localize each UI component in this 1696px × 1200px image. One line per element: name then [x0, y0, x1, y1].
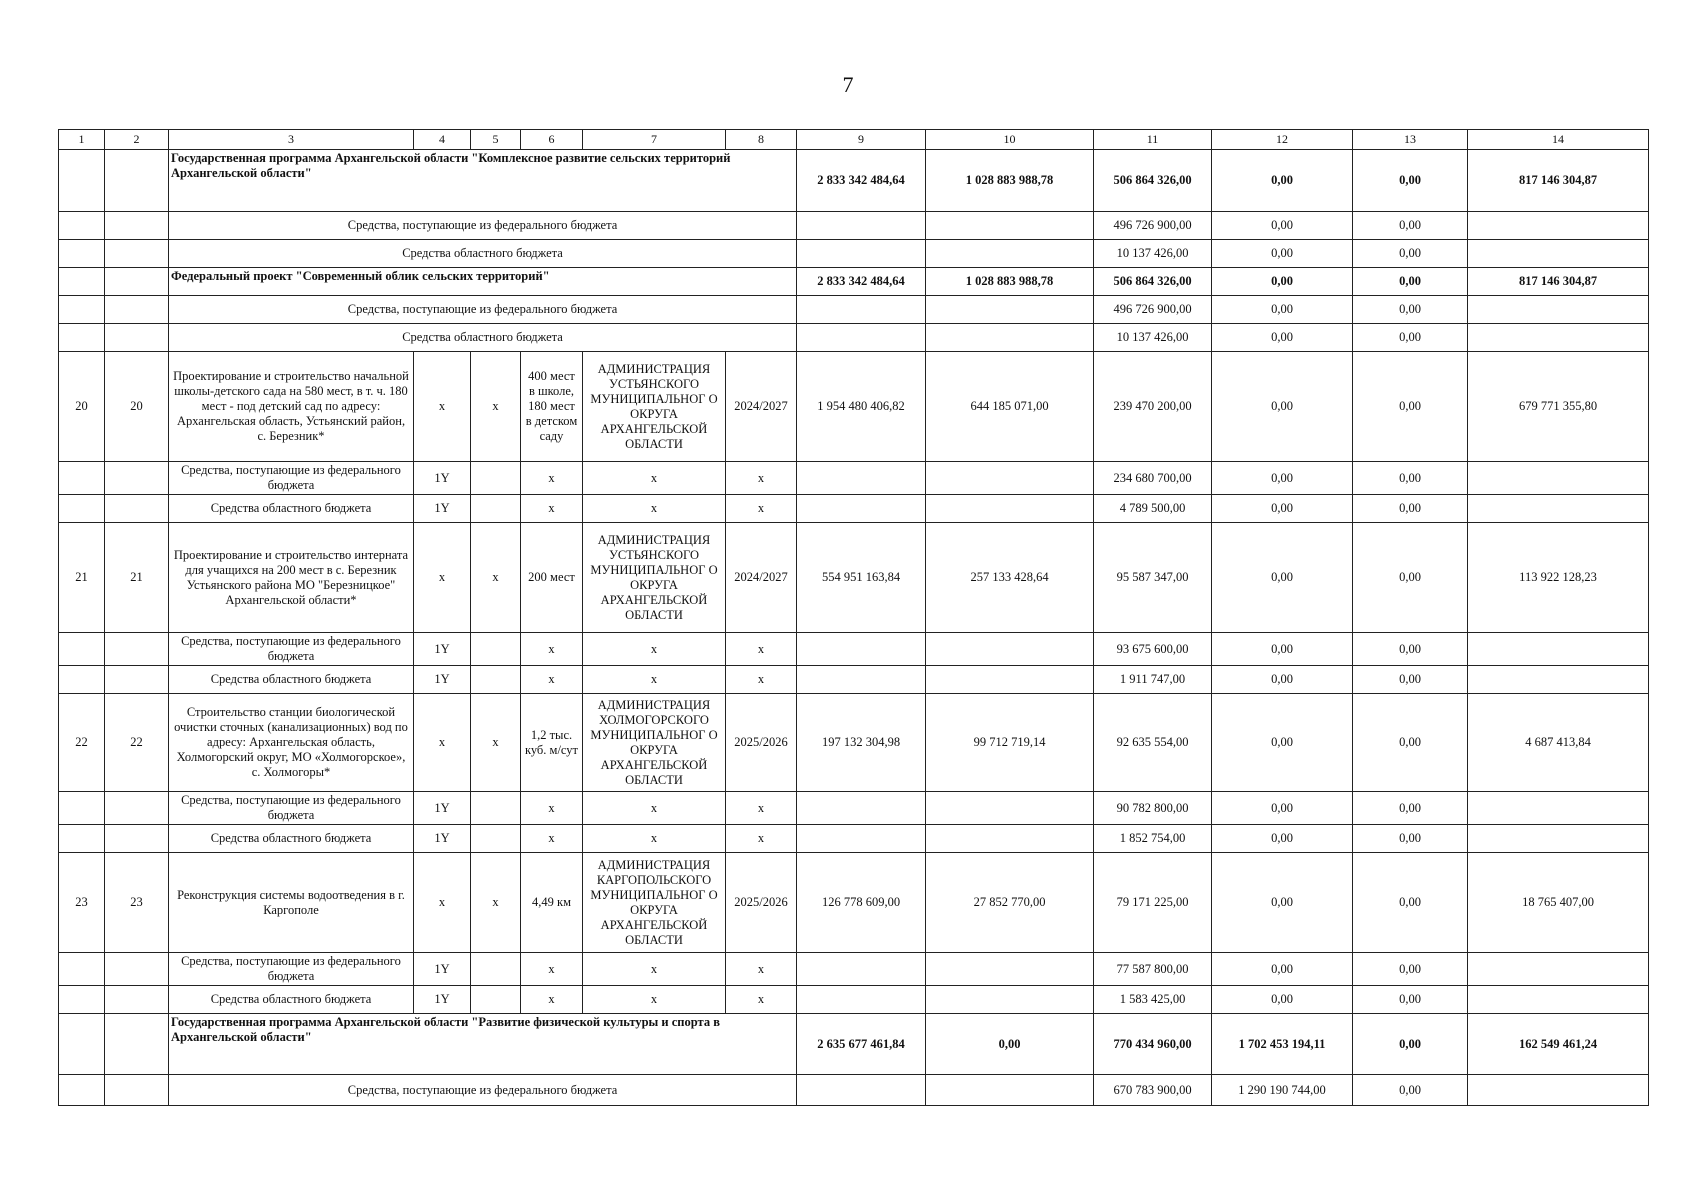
header-cell: 6	[521, 130, 583, 150]
amount-cell: 0,00	[1212, 352, 1353, 462]
program-title: Государственная программа Архангельской области "Комплексное развитие сельских территорий Архангельской области"	[169, 150, 797, 212]
funding-source-label: Средства областного бюджета	[169, 495, 414, 523]
amount-cell: 496 726 900,00	[1094, 212, 1212, 240]
header-cell: 8	[726, 130, 797, 150]
amount-cell: 0,00	[1353, 986, 1468, 1014]
funding-source-label: Средства областного бюджета	[169, 324, 797, 352]
budget-table	[58, 129, 1649, 1106]
cell-4: 1Y	[414, 462, 471, 495]
amount-cell: 0,00	[1212, 324, 1353, 352]
amount-cell: 0,00	[1353, 792, 1468, 825]
amount-cell: 99 712 719,14	[926, 694, 1094, 792]
cell-6: x	[521, 495, 583, 523]
funding-source-row	[59, 953, 1649, 986]
cell-8: x	[726, 666, 797, 694]
program-row	[59, 1014, 1649, 1075]
cell-8: x	[726, 792, 797, 825]
project-name: Проектирование и строительство начальной школы-детского сада на 580 мест, в т. ч. 180 мест - под детский сад по адресу: Архангельская область, Устьянский район, с. Березник*	[169, 352, 414, 462]
program-title: Государственная программа Архангельской области "Развитие физической культуры и спорта в Архангельской области"	[169, 1014, 797, 1075]
funding-source-row	[59, 1075, 1649, 1106]
cell-4: x	[414, 352, 471, 462]
funding-source-row	[59, 462, 1649, 495]
amount-cell: 197 132 304,98	[797, 694, 926, 792]
cell-4: 1Y	[414, 792, 471, 825]
project-number: 23	[105, 853, 169, 953]
cell-7: x	[583, 825, 726, 853]
cell-6: x	[521, 666, 583, 694]
amount-cell: 0,00	[1353, 694, 1468, 792]
amount-cell: 0,00	[1353, 1075, 1468, 1106]
header-cell: 14	[1468, 130, 1649, 150]
cell-6: x	[521, 986, 583, 1014]
funding-source-row	[59, 825, 1649, 853]
project-period: 2024/2027	[726, 352, 797, 462]
cell-4: x	[414, 694, 471, 792]
total-cell: 2 635 677 461,84	[797, 1014, 926, 1075]
amount-cell: 0,00	[1353, 523, 1468, 633]
project-capacity: 200 мест	[521, 523, 583, 633]
amount-cell: 79 171 225,00	[1094, 853, 1212, 953]
cell-4: 1Y	[414, 666, 471, 694]
total-cell: 2 833 342 484,64	[797, 268, 926, 296]
row-number: 21	[59, 523, 105, 633]
amount-cell: 95 587 347,00	[1094, 523, 1212, 633]
cell-7: x	[583, 792, 726, 825]
row-number: 20	[59, 352, 105, 462]
amount-cell: 126 778 609,00	[797, 853, 926, 953]
amount-cell: 1 911 747,00	[1094, 666, 1212, 694]
funding-source-row	[59, 495, 1649, 523]
total-cell: 0,00	[1212, 150, 1353, 212]
amount-cell: 93 675 600,00	[1094, 633, 1212, 666]
amount-cell: 0,00	[1212, 853, 1353, 953]
amount-cell: 4 687 413,84	[1468, 694, 1649, 792]
cell-7: x	[583, 495, 726, 523]
funding-source-label: Средства областного бюджета	[169, 240, 797, 268]
funding-source-label: Средства, поступающие из федерального бюджета	[169, 212, 797, 240]
header-cell: 13	[1353, 130, 1468, 150]
cell-8: x	[726, 825, 797, 853]
funding-source-label: Средства, поступающие из федерального бюджета	[169, 462, 414, 495]
project-number: 21	[105, 523, 169, 633]
total-cell: 0,00	[926, 1014, 1094, 1075]
header-cell: 9	[797, 130, 926, 150]
amount-cell: 0,00	[1212, 792, 1353, 825]
project-row	[59, 523, 1649, 633]
project-row	[59, 694, 1649, 792]
funding-source-row	[59, 296, 1649, 324]
amount-cell: 0,00	[1353, 240, 1468, 268]
cell-6: x	[521, 953, 583, 986]
cell-4: x	[414, 853, 471, 953]
amount-cell: 0,00	[1212, 296, 1353, 324]
amount-cell: 10 137 426,00	[1094, 240, 1212, 268]
project-number: 22	[105, 694, 169, 792]
cell-5: x	[471, 352, 521, 462]
total-cell: 1 028 883 988,78	[926, 150, 1094, 212]
amount-cell: 0,00	[1212, 694, 1353, 792]
amount-cell: 18 765 407,00	[1468, 853, 1649, 953]
cell-8: x	[726, 986, 797, 1014]
funding-source-row	[59, 633, 1649, 666]
amount-cell: 27 852 770,00	[926, 853, 1094, 953]
amount-cell: 0,00	[1353, 953, 1468, 986]
header-cell: 12	[1212, 130, 1353, 150]
cell-5: x	[471, 523, 521, 633]
funding-source-label: Средства, поступающие из федерального бюджета	[169, 633, 414, 666]
amount-cell: 0,00	[1353, 324, 1468, 352]
cell-5: x	[471, 853, 521, 953]
amount-cell: 4 789 500,00	[1094, 495, 1212, 523]
amount-cell: 0,00	[1212, 986, 1353, 1014]
total-cell: 817 146 304,87	[1468, 150, 1649, 212]
amount-cell: 679 771 355,80	[1468, 352, 1649, 462]
header-cell: 5	[471, 130, 521, 150]
amount-cell: 239 470 200,00	[1094, 352, 1212, 462]
amount-cell: 113 922 128,23	[1468, 523, 1649, 633]
amount-cell: 1 852 754,00	[1094, 825, 1212, 853]
cell-6: x	[521, 825, 583, 853]
funding-source-label: Средства областного бюджета	[169, 666, 414, 694]
amount-cell: 0,00	[1212, 666, 1353, 694]
project-row	[59, 853, 1649, 953]
funding-source-label: Средства, поступающие из федерального бюджета	[169, 296, 797, 324]
total-cell: 817 146 304,87	[1468, 268, 1649, 296]
project-organization: АДМИНИСТРАЦИЯ ХОЛМОГОРСКОГО МУНИЦИПАЛЬНОГ О ОКРУГА АРХАНГЕЛЬСКОЙ ОБЛАСТИ	[583, 694, 726, 792]
amount-cell: 0,00	[1212, 953, 1353, 986]
total-cell: 1 702 453 194,11	[1212, 1014, 1353, 1075]
total-cell: 162 549 461,24	[1468, 1014, 1649, 1075]
amount-cell: 0,00	[1212, 523, 1353, 633]
amount-cell: 0,00	[1212, 240, 1353, 268]
total-cell: 0,00	[1353, 150, 1468, 212]
amount-cell: 554 951 163,84	[797, 523, 926, 633]
amount-cell: 0,00	[1353, 853, 1468, 953]
amount-cell: 92 635 554,00	[1094, 694, 1212, 792]
amount-cell: 0,00	[1353, 352, 1468, 462]
funding-source-row	[59, 666, 1649, 694]
amount-cell: 0,00	[1353, 296, 1468, 324]
cell-7: x	[583, 462, 726, 495]
amount-cell: 257 133 428,64	[926, 523, 1094, 633]
project-organization: АДМИНИСТРАЦИЯ УСТЬЯНСКОГО МУНИЦИПАЛЬНОГ О ОКРУГА АРХАНГЕЛЬСКОЙ ОБЛАСТИ	[583, 352, 726, 462]
cell-4: 1Y	[414, 825, 471, 853]
total-cell: 1 028 883 988,78	[926, 268, 1094, 296]
header-cell: 2	[105, 130, 169, 150]
amount-cell: 1 583 425,00	[1094, 986, 1212, 1014]
total-cell: 2 833 342 484,64	[797, 150, 926, 212]
cell-4: 1Y	[414, 986, 471, 1014]
funding-source-label: Средства, поступающие из федерального бюджета	[169, 953, 414, 986]
project-capacity: 1,2 тыс. куб. м/сут	[521, 694, 583, 792]
amount-cell: 0,00	[1212, 212, 1353, 240]
amount-cell: 0,00	[1353, 825, 1468, 853]
cell-8: x	[726, 462, 797, 495]
total-cell: 0,00	[1353, 1014, 1468, 1075]
amount-cell: 1 954 480 406,82	[797, 352, 926, 462]
amount-cell: 496 726 900,00	[1094, 296, 1212, 324]
amount-cell: 77 587 800,00	[1094, 953, 1212, 986]
amount-cell: 0,00	[1212, 495, 1353, 523]
amount-cell: 10 137 426,00	[1094, 324, 1212, 352]
amount-cell: 90 782 800,00	[1094, 792, 1212, 825]
amount-cell: 234 680 700,00	[1094, 462, 1212, 495]
cell-4: x	[414, 523, 471, 633]
funding-source-label: Средства областного бюджета	[169, 825, 414, 853]
funding-source-row	[59, 986, 1649, 1014]
amount-cell: 0,00	[1353, 212, 1468, 240]
total-cell: 0,00	[1212, 268, 1353, 296]
project-period: 2024/2027	[726, 523, 797, 633]
header-cell: 10	[926, 130, 1094, 150]
row-number: 22	[59, 694, 105, 792]
project-name: Реконструкция системы водоотведения в г. Каргополе	[169, 853, 414, 953]
project-row	[59, 352, 1649, 462]
project-capacity: 400 мест в школе, 180 мест в детском саду	[521, 352, 583, 462]
funding-source-row	[59, 792, 1649, 825]
header-cell: 3	[169, 130, 414, 150]
project-period: 2025/2026	[726, 853, 797, 953]
federal-project-title: Федеральный проект "Современный облик сельских территорий"	[169, 268, 797, 296]
cell-4: 1Y	[414, 633, 471, 666]
funding-source-row	[59, 324, 1649, 352]
amount-cell: 0,00	[1212, 633, 1353, 666]
cell-4: 1Y	[414, 495, 471, 523]
amount-cell: 1 290 190 744,00	[1212, 1075, 1353, 1106]
program-row	[59, 150, 1649, 212]
amount-cell: 0,00	[1353, 666, 1468, 694]
cell-6: x	[521, 633, 583, 666]
project-capacity: 4,49 км	[521, 853, 583, 953]
amount-cell: 644 185 071,00	[926, 352, 1094, 462]
cell-7: x	[583, 986, 726, 1014]
cell-6: x	[521, 462, 583, 495]
amount-cell: 0,00	[1212, 462, 1353, 495]
total-cell: 0,00	[1353, 268, 1468, 296]
cell-7: x	[583, 633, 726, 666]
cell-8: x	[726, 953, 797, 986]
page-number: 7	[842, 72, 854, 97]
amount-cell: 0,00	[1353, 495, 1468, 523]
header-cell: 7	[583, 130, 726, 150]
funding-source-label: Средства областного бюджета	[169, 986, 414, 1014]
project-period: 2025/2026	[726, 694, 797, 792]
funding-source-row	[59, 240, 1649, 268]
amount-cell: 0,00	[1212, 825, 1353, 853]
total-cell: 506 864 326,00	[1094, 268, 1212, 296]
cell-5: x	[471, 694, 521, 792]
header-row	[59, 130, 1649, 150]
cell-6: x	[521, 792, 583, 825]
amount-cell: 0,00	[1353, 462, 1468, 495]
funding-source-label: Средства, поступающие из федерального бюджета	[169, 1075, 797, 1106]
federal-project-row	[59, 268, 1649, 296]
project-organization: АДМИНИСТРАЦИЯ УСТЬЯНСКОГО МУНИЦИПАЛЬНОГ О ОКРУГА АРХАНГЕЛЬСКОЙ ОБЛАСТИ	[583, 523, 726, 633]
project-organization: АДМИНИСТРАЦИЯ КАРГОПОЛЬСКОГО МУНИЦИПАЛЬНОГ О ОКРУГА АРХАНГЕЛЬСКОЙ ОБЛАСТИ	[583, 853, 726, 953]
funding-source-label: Средства, поступающие из федерального бюджета	[169, 792, 414, 825]
cell-8: x	[726, 495, 797, 523]
funding-source-row	[59, 212, 1649, 240]
amount-cell: 0,00	[1353, 633, 1468, 666]
cell-7: x	[583, 666, 726, 694]
amount-cell: 670 783 900,00	[1094, 1075, 1212, 1106]
header-cell: 11	[1094, 130, 1212, 150]
total-cell: 506 864 326,00	[1094, 150, 1212, 212]
project-name: Строительство станции биологической очистки сточных (канализационных) вод по адресу: Архангельская область, Холмогорский округ, МО «Холмогорское», с. Холмогоры*	[169, 694, 414, 792]
cell-7: x	[583, 953, 726, 986]
cell-4: 1Y	[414, 953, 471, 986]
project-name: Проектирование и строительство интерната для учащихся на 200 мест в с. Березник Устьянского района МО "Березницкое" Архангельской области*	[169, 523, 414, 633]
header-cell: 4	[414, 130, 471, 150]
project-number: 20	[105, 352, 169, 462]
header-cell: 1	[59, 130, 105, 150]
cell-8: x	[726, 633, 797, 666]
row-number: 23	[59, 853, 105, 953]
total-cell: 770 434 960,00	[1094, 1014, 1212, 1075]
